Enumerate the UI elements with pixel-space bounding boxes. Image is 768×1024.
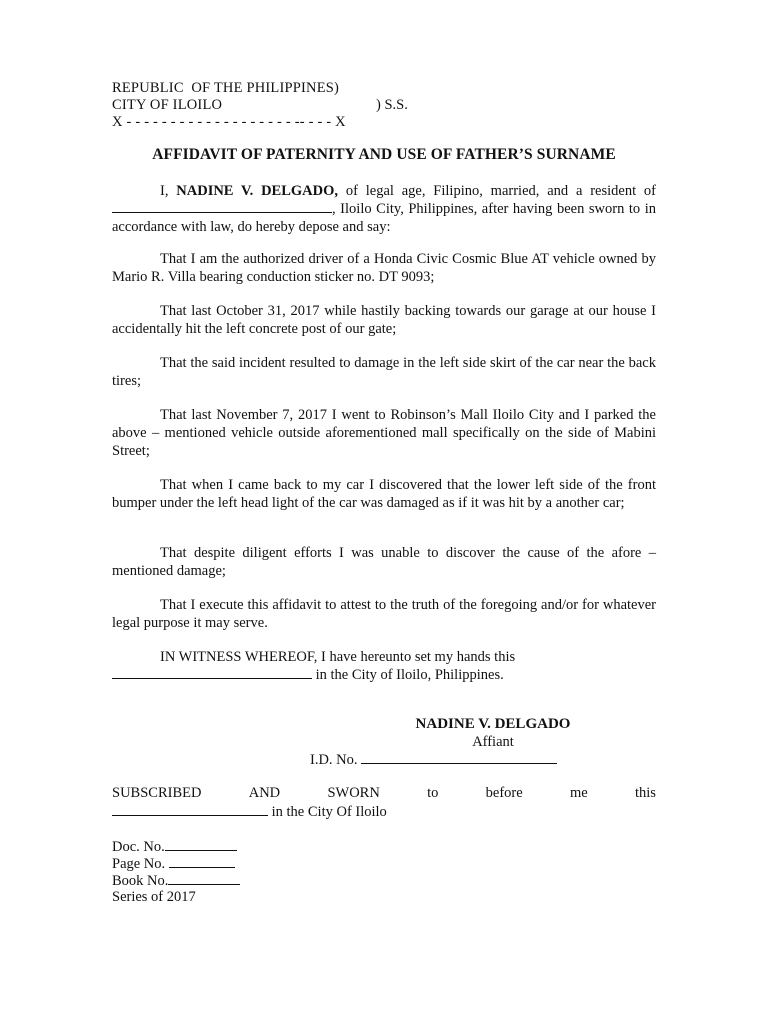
paragraph-driver: [112, 250, 656, 286]
paragraph-text: That when I came back to my car I discovered that the lower left side of the front bumper under the left head light of the car was damaged as if it was hit by a another car;: [112, 477, 656, 511]
header-divider: X - - - - - - - - - - - - - - - - - - - -- - - - X: [112, 114, 346, 130]
sworn-word: SWORN: [327, 785, 380, 801]
paragraph-text: That despite diligent efforts I was unable to discover the cause of the afore – mentioned damage;: [112, 545, 656, 579]
paragraph-text: That I execute this affidavit to attest to the truth of the foregoing and/or for whatever legal purpose it may serve.: [112, 597, 656, 631]
witness-paragraph: [112, 648, 656, 684]
paragraph-text: That the said incident resulted to damage in the left side skirt of the car near the back tires;: [112, 355, 656, 389]
doc-no-blank: [165, 838, 237, 851]
id-blank: [361, 751, 557, 764]
intro-paragraph: [112, 182, 656, 236]
sworn-text: in the City Of Iloilo: [268, 804, 387, 820]
witness-date-blank: [112, 666, 312, 679]
sworn-line: [112, 785, 656, 802]
paragraph-incident: [112, 302, 656, 338]
sworn-word: to: [427, 785, 439, 801]
affiant-name: NADINE V. DELGADO,: [176, 183, 339, 199]
header-ss: ) S.S.: [376, 97, 408, 113]
paragraph-text: That I am the authorized driver of a Honda Civic Cosmic Blue AT vehicle owned by Mario R. Villa bearing conduction sticker no. DT 9093;: [112, 251, 656, 285]
sworn-word: SUBSCRIBED: [112, 785, 202, 801]
paragraph-efforts: [112, 544, 656, 580]
page-no-blank: [169, 855, 235, 868]
intro-text: of legal age, Filipino, married, and a resident of: [338, 183, 656, 199]
book-no-label: Book No.: [112, 873, 169, 889]
doc-no-label: Doc. No.: [112, 839, 165, 855]
paragraph-text: That last November 7, 2017 I went to Robinson’s Mall Iloilo City and I parked the above – mentioned vehicle outside aforementioned mall specifically on the side of Mabini Street;: [112, 407, 656, 459]
document-title: AFFIDAVIT OF PATERNITY AND USE OF FATHER’S SURNAME: [152, 146, 616, 163]
signature-name: NADINE V. DELGADO: [415, 716, 571, 732]
witness-text-2: in the City of Iloilo, Philippines.: [312, 667, 504, 683]
paragraph-bumper: [112, 476, 656, 512]
paragraph-purpose: [112, 596, 656, 632]
signature-role: Affiant: [472, 734, 514, 750]
residence-blank: [112, 200, 332, 213]
id-label: I.D. No.: [310, 752, 362, 768]
sworn-word: AND: [248, 785, 281, 801]
intro-prefix: I,: [160, 183, 177, 199]
book-no-blank: [168, 872, 240, 885]
sworn-word: me: [569, 785, 588, 801]
id-line: [310, 751, 590, 769]
doc-no-line: [112, 838, 237, 856]
series-line: Series of 2017: [112, 889, 196, 905]
sworn-date-blank: [112, 803, 268, 816]
header-republic: REPUBLIC OF THE PHILIPPINES): [112, 80, 340, 96]
paragraph-mall: [112, 406, 656, 460]
book-no-line: [112, 872, 240, 890]
intro-text-2: , Iloilo City, Philippines, after having been sworn to in accordance with law, do hereby depose and say:: [112, 201, 656, 235]
paragraph-text: That last October 31, 2017 while hastily backing towards our garage at our house I accidentally hit the left concrete post of our gate;: [112, 303, 656, 337]
header-city: CITY OF ILOILO: [112, 97, 223, 113]
page-no-line: [112, 855, 235, 873]
sworn-line-2: [112, 803, 387, 821]
page-no-label: Page No.: [112, 856, 169, 872]
sworn-word: this: [634, 785, 656, 801]
witness-text: IN WITNESS WHEREOF, I have hereunto set my hands this: [160, 649, 516, 665]
paragraph-damage: [112, 354, 656, 390]
sworn-word: before: [485, 785, 523, 801]
